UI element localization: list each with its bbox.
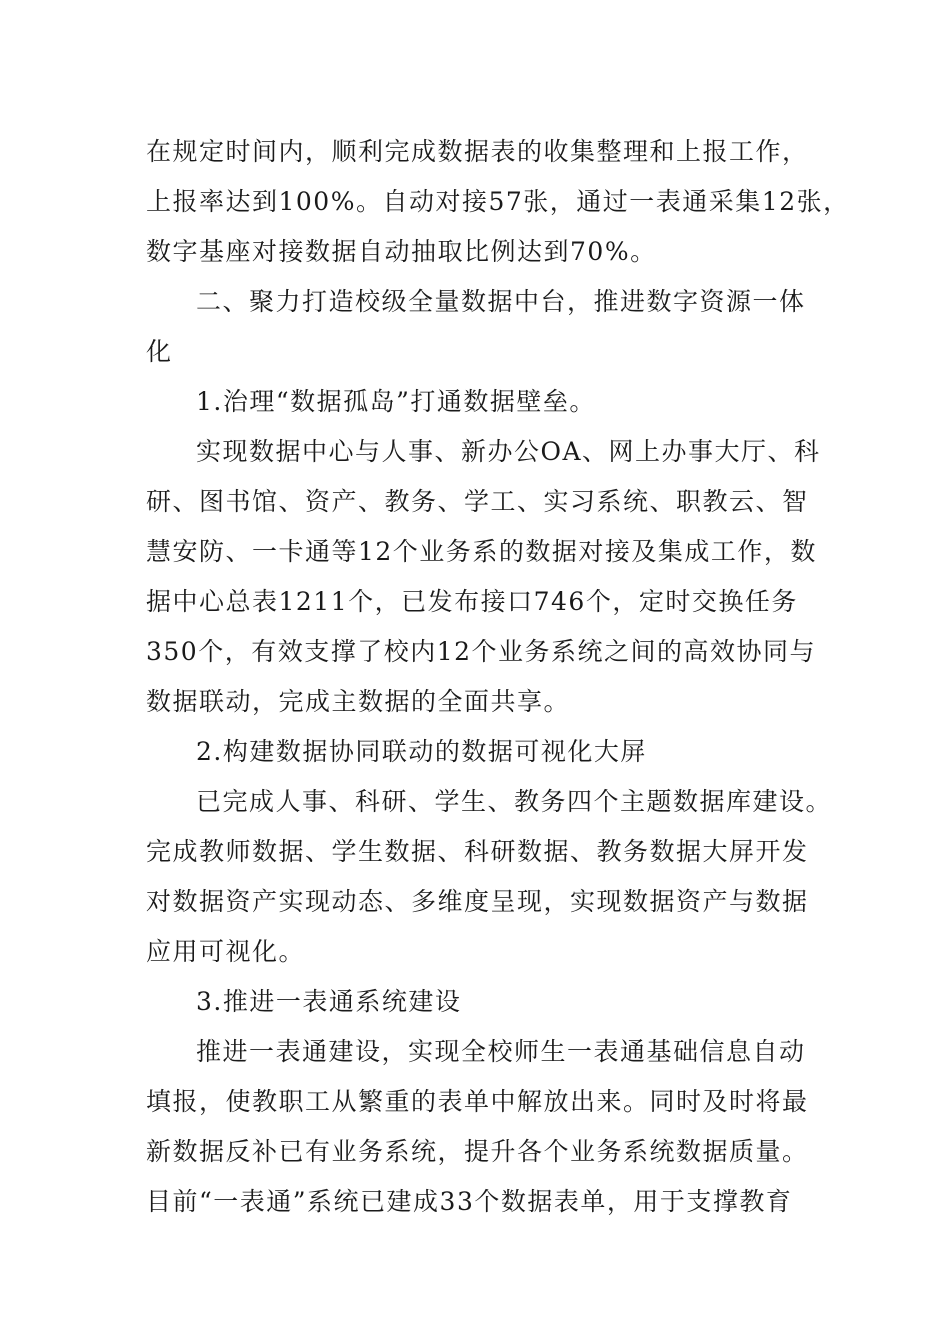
text-line: 慧安防、一卡通等12个业务系的数据对接及集成工作，数 [146, 537, 817, 566]
text-line: 应用可视化。 [146, 937, 306, 966]
text-line: 数字基座对接数据自动抽取比例达到70%。 [146, 237, 657, 266]
section-heading: 二、聚力打造校级全量数据中台，推进数字资源一体 [196, 287, 806, 316]
text-line: 对数据资产实现动态、多维度呈现，实现数据资产与数据 [146, 887, 809, 916]
text-line: 350个，有效支撑了校内12个业务系统之间的高效协同与 [146, 637, 817, 666]
text-line: 据中心总表1211个，已发布接口746个，定时交换任务 [146, 587, 798, 616]
text-line: 已完成人事、科研、学生、教务四个主题数据库建设。 [196, 787, 833, 816]
text-line: 实现数据中心与人事、新办公OA、网上办事大厅、科 [196, 437, 821, 466]
text-line: 填报，使教职工从繁重的表单中解放出来。同时及时将最 [146, 1087, 809, 1116]
text-line: 新数据反补已有业务系统，提升各个业务系统数据质量。 [146, 1137, 809, 1166]
text-line: 上报率达到100%。自动对接57张，通过一表通采集12张， [146, 187, 850, 216]
section-heading: 化 [146, 337, 173, 366]
subsection-heading: 2.构建数据协同联动的数据可视化大屏 [196, 737, 647, 766]
text-line: 目前“一表通”系统已建成33个数据表单，用于支撑教育 [146, 1187, 793, 1216]
text-line: 研、图书馆、资产、教务、学工、实习系统、职教云、智 [146, 487, 809, 516]
subsection-heading: 3.推进一表通系统建设 [196, 987, 462, 1016]
text-line: 在规定时间内，顺利完成数据表的收集整理和上报工作， [146, 137, 809, 166]
text-line: 数据联动，完成主数据的全面共享。 [146, 687, 571, 716]
text-line: 推进一表通建设，实现全校师生一表通基础信息自动 [196, 1037, 806, 1066]
text-line: 完成教师数据、学生数据、科研数据、教务数据大屏开发 [146, 837, 809, 866]
subsection-heading: 1.治理“数据孤岛”打通数据壁垒。 [196, 387, 596, 416]
